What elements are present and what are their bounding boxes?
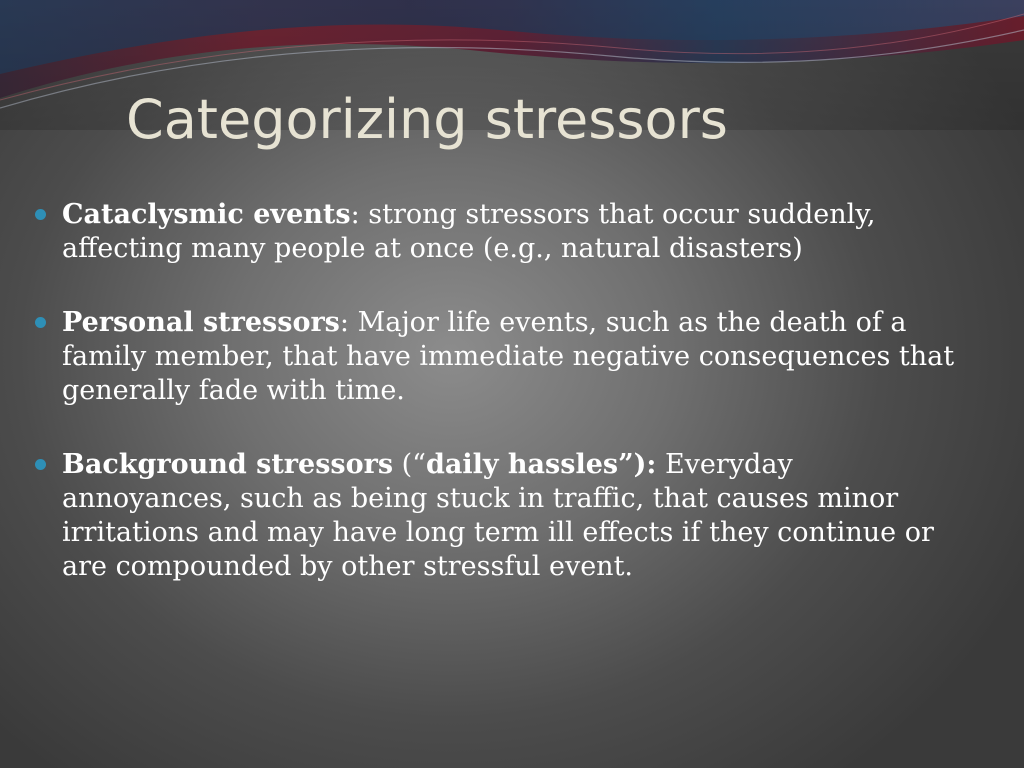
bullet-dot-icon xyxy=(35,209,46,220)
bullet-paren-open: (“ xyxy=(393,449,426,480)
bullet-term: Cataclysmic events xyxy=(62,199,351,230)
bullet-term-secondary: daily hassles xyxy=(425,449,619,480)
bullet-paren-close: ”): xyxy=(618,449,657,480)
bullet-term: Background stressors xyxy=(62,449,394,480)
bullet-text: : Major life events, such as the death of a family member, that have immediate negative consequences that generally fade with time. xyxy=(62,307,955,406)
bullet-list xyxy=(0,198,1024,624)
bullet-dot-icon xyxy=(35,317,46,328)
bullet-text: Everyday annoyances, such as being stuck in traffic, that causes minor irritations and may have long term ill effects if they continue or are compounded by other stressful event. xyxy=(62,449,934,582)
bullet-text: : strong stressors that occur suddenly, affecting many people at once (e.g., natural disasters) xyxy=(62,199,876,264)
slide-title: Categorizing stressors xyxy=(126,88,728,151)
bullet-term: Personal stressors xyxy=(62,307,340,338)
bullet-dot-icon xyxy=(35,459,46,470)
bullet-item-background-stressors xyxy=(0,448,962,584)
bullet-item-personal-stressors xyxy=(0,306,962,408)
bullet-item-cataclysmic-events xyxy=(0,198,962,266)
